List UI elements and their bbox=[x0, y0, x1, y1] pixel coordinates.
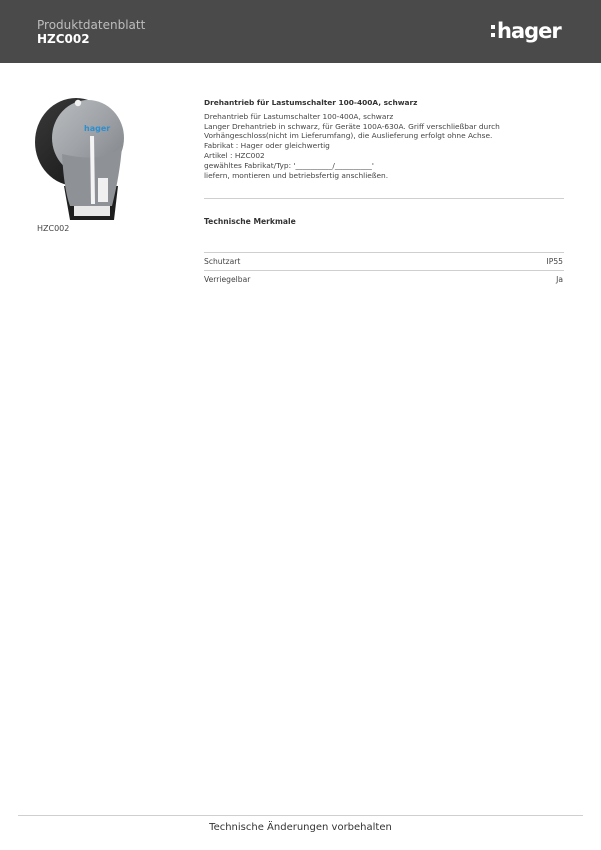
table-divider bbox=[204, 252, 564, 253]
spec-row-schutzart bbox=[204, 257, 563, 266]
product-image bbox=[34, 94, 124, 222]
description-line: Fabrikat : Hager oder gleichwertig bbox=[204, 141, 330, 151]
document-code: HZC002 bbox=[37, 32, 90, 46]
description-line: Langer Drehantrieb in schwarz, für Geräte 100A-630A. Griff verschließbar durch bbox=[204, 121, 500, 131]
document-type: Produktdatenblatt bbox=[37, 18, 146, 32]
section-divider bbox=[204, 198, 564, 199]
product-image-caption: HZC002 bbox=[37, 224, 70, 233]
product-description bbox=[204, 98, 564, 180]
technical-features-title: Technische Merkmale bbox=[204, 217, 296, 226]
logo-dots-icon bbox=[491, 23, 495, 39]
spec-value: Ja bbox=[556, 275, 563, 284]
description-line: liefern, montieren und betriebsfertig anschließen. bbox=[204, 170, 389, 180]
description-line: Artikel : HZC002 bbox=[204, 150, 265, 160]
spec-value: IP55 bbox=[546, 257, 563, 266]
logo-wordmark: hager bbox=[497, 19, 561, 43]
table-divider bbox=[204, 270, 564, 271]
page-header bbox=[0, 0, 601, 63]
description-line: Vorhängeschloss(nicht im Lieferumfang), die Auslieferung erfolgt ohne Achse. bbox=[204, 131, 493, 141]
product-title: Drehantrieb für Lastumschalter 100-400A, schwarz bbox=[204, 98, 418, 107]
spec-label: Schutzart bbox=[204, 257, 241, 266]
description-line: gewähltes Fabrikat/Typ: '__________/__________' bbox=[204, 160, 374, 170]
footer-divider bbox=[18, 815, 583, 816]
description-line: Drehantrieb für Lastumschalter 100-400A, schwarz bbox=[204, 111, 394, 121]
spec-label: Verriegelbar bbox=[204, 275, 251, 284]
spec-row-verriegelbar bbox=[204, 275, 563, 284]
footer-note: Technische Änderungen vorbehalten bbox=[209, 822, 392, 833]
hager-logo bbox=[491, 18, 561, 44]
product-image-label: hager bbox=[84, 124, 111, 133]
